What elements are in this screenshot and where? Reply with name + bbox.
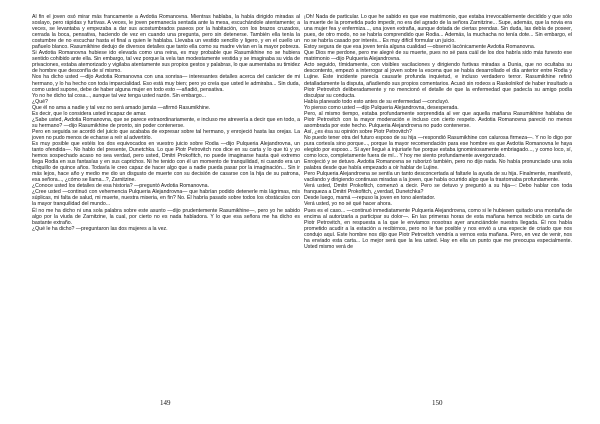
left-column: [32, 14, 300, 232]
left-column-paragraph: Yo no he dicho tal cosa..., aunque tal vez tenga usted razón. Sin embargo...: [32, 92, 206, 99]
right-column-paragraph: Pues es el caso... —continuó inmediatamente Pulqueria Alejandrovna, como si le hubiesen quitado una montaña de encima al autorizarla a participar su dolor—. En las primeras horas de esta mañana hemos recibido un carta de Piotr Petrovitch, en respuesta a la que le enviamos nosotras ayer anunciándole nuestra llegada. Él nos había prometido acudir a la estación a recibirnos, pero no le fue posible y nos envió a una especie de criado que nos condujo aquí. Este hombre nos dijo que Piotr Petrovitch vendría a vernos esta mañana. Pero, en vez de venir, nos ha enviado esta carta... Lo mejor será que la lea usted. Hay en ella un punto que me preocupa especialmente. Usted mismo verá de: [304, 207, 572, 250]
page-number-right: 150: [432, 399, 443, 407]
left-column-paragraph: Él no me ha dicho ni una sola palabra sobre este asunto —dijo prudentemente Rasumikhine—, pero yo he sabido algo por la viuda de Zarnitzine, la cual, por cierto no es nada habladora. Y lo que esa señora me ha dicho es bastante extraño.: [32, 207, 300, 226]
left-column-paragraph: Es muy posible que estéis los dos equivocados en vuestro juicio sobre Rodia —dijo Pulqueria Alejandrovna, un tanto ofendida—. No hablo del presente, Dunetchka. Lo que Piotr Petrovitch nos dice en su carta y lo que tú y yo hemos sospechado acaso no sea verdad, pero usted, Dmitri Prokofitch, no puede imaginarse hasta qué extremo llega Rodia en sus fantasías y en sus caprichos. Ni he tenido con él un momento de tranquilidad, ni cuando era un chiquillo de quince años. Todavía le creo capaz de hacer algo que a nadie pueda pasar por la imaginación... Sin ir más lejos, hace año y medio me dio un disgusto de muerte con su decisión de casarse con la hija de su patrona, esa señora..., ¿cómo se llama...?, Zarnitzine.: [32, 140, 300, 184]
right-column-paragraph: Verá usted, Dmitri Prokofitch, comenzó a decir. Pero se detuvo y preguntó a su hija—: Debo hablar con toda franqueza a Dmitri Prokofitch, ¿verdad, Dunetchka?: [304, 183, 572, 196]
right-column-paragraph: Así, ¿es ésa su opinión sobre Piotr Petrovitch?: [304, 128, 412, 135]
right-column-paragraph: No puedo tener otra del futuro esposo de su hija —respondió Rasumikhine con calurosa firmeza—. Y no lo digo por pura cortesía sino porque..., porque la mayor recomendación para ese hombre es que Avdotia Romanovna le haya elegido por esposo... Si ayer llegué a injuriarle fue porque estaba ignominiosamente embriagado..., y como loco, sí, como loco, completamente fuera de mí... Y hoy me siento profundamente avergonzado.: [304, 134, 572, 160]
right-column-paragraph: Que Dios me perdone, pero me alegré de su muerte, pues no sé para cuál de los dos habría sido más funesto ese matrimonio —dijo Pulqueria Alejandrovna.: [304, 50, 572, 63]
right-column-paragraph: Acto seguido, tímidamente, con visibles vacilaciones y dirigiendo furtivas miradas a Dunia, que no ocultaba su descontento, empezó a interrogar al joven sobre la escena que se había desarrollado el día anterior entre Rodia y Lujine. Este incidente parecía causarle profunda inquietud, e incluso verdadero terror. Rasumikhine refirió detalladamente la disputa, añadiendo sus propios comentarios. Acusó sin rodeos a Raskolnikof de haber insultado a Piotr Petrovitch deliberadamente y no mencionó el detalle de que la enfermedad que padecía su amigo podía disculpar su conducta.: [304, 62, 572, 99]
left-column-paragraph: Al fin el joven osó mirar más francamente a Avdotia Romanovna. Mientras hablaba, la había dirigido miradas al soslayo, pero rápidas y furtivas. A veces, le joven permanecía sentada ante la mesa, escuchándole atentamente; a veces, se levantaba y empezaba a dar sus acostumbrados paseos por la habitación, con los brazos cruzados, cerrada la boca, pensativa, haciendo de vez en cuando una pregunta, pero sin detenerse. También ella tenía la costumbre de no escuchar hasta el final a quien le hablaba. Llevaba un vestido sencillo y ligero, y en el cuello un pañuelo blanco. Rasumikhine dedujo de diversos detalles que tanto ella como su madre vivían en la mayor pobreza. Si Avdotia Romanovna hubiese ido elevada como una reina, es muy probable que Rasumikhine no se hubiera sentido cohibido ante ella. Sin embargo, tal vez porque la veía tan modestamente vestida y se imaginaba su vida de privaciones, estaba atemorizado y vigilaba atentamente sus propios gestos y palabras, lo que aumentaba su timidez de hombre que desconfía de sí mismo.: [32, 14, 300, 75]
right-column-paragraph: Estoy segura de que esa joven tenía alguna cualidad —observó lacónicamente Avdotia Romanovna.: [304, 44, 536, 51]
right-column-paragraph: Había planeado todo esto antes de su enfermedad —concluyó.: [304, 98, 450, 105]
right-column-paragraph: Pero, al mismo tiempo, estaba profundamente sorprendida al ver que aquella mañana Rasumikhine hablaba de Piotr Petrovitch con la mayor moderación e incluso con cierto respeto. Avdotia Romanovna pareció no menos asombrada por este hecho. Pulqueria Alejandrovna no pudo contenerse.: [304, 110, 572, 129]
right-column-paragraph: Verá usted, yo no sé qué hacer ahora.: [304, 201, 392, 208]
left-column-paragraph: Es decir, que lo considera usted incapaz de amar.: [32, 110, 147, 117]
left-column-paragraph: Pero en seguida se acordó del juicio que acababa de expresar sobre tal hermano, y enrojeció hasta las orejas. La joven no pudo menos de echarse a reír al advertirlo.: [32, 128, 300, 141]
left-column-paragraph: ¿Qué le ha dicho? —preguntaron las dos mujeres a la vez.: [32, 225, 168, 232]
right-column: [304, 14, 572, 250]
right-column-paragraph: Enrojeció y se detuvo. Avdotia Romanovna se ruborizó también, pero no dijo nada. No había pronunciado una sola palabra desde que había empezado a oír hablar de Lujine.: [304, 159, 572, 172]
left-column-paragraph: Nos ha dicho usted —dijo Avdotia Romanovna con una sonrisa— interesantes detalles acerca del carácter de mi hermano, y lo ha hecho con toda imparcialidad. Eso está muy bien; pero yo creía que usted le admiraba... Sin duda, como usted supone, debe de haber alguna mujer en todo esto —añadió, pensativa.: [32, 74, 300, 93]
left-column-paragraph: ¿Qué?: [32, 98, 48, 105]
left-column-paragraph: ¿Cree usted —continuó con vehemencia Pulqueria Alejandrovna— que habrían podido detenerle mis lágrimas, mis súplicas, mi falta de salud, mi muerte, nuestra miseria, en fin? No. Él habría pasado sobre todos los obstáculos con la mayor tranquilidad del mundo...: [32, 189, 300, 208]
left-column-paragraph: Que él no ama a nadie y tal vez no será amado jamás —afirmó Rasumikhine.: [32, 104, 211, 111]
page-number-left: 149: [160, 399, 171, 407]
right-column-paragraph: Desde luego, mamá —repuso la joven en tono alentador.: [304, 195, 436, 202]
right-column-paragraph: Yo pienso como usted —dijo Pulqueria Alejandrovna, desesperada.: [304, 104, 459, 111]
right-column-paragraph: ¡Oh! Nada de particular. Lo que he sabido es que ese matrimonio, que estaba irrevocablemente decidido y que sólo la muerte de la prometida pudo impedir, no era del agrado de la señora Zarnitzine... Supe, además, que la novia era una mujer fea y enfermiza..., una joven extraña, aunque dotada de ciertas prendas. Sin duda, las debía de poseer, pues, de otro modo, no se habría comprendido que Rodia... Además, la muchacha no tenía dote... Sin embargo, el no se habría casado por interés... Es muy difícil formular un juicio.: [304, 14, 572, 45]
right-column-paragraph: Pero Pulqueria Alejandrovna se sentía un tanto desconcertada al faltarle la ayuda de su hija. Finalmente, manifestó, vacilando y dirigiendo continuas miradas a la joven, que había ocurrido algo que la trastornaba profundamente.: [304, 171, 572, 184]
left-column-paragraph: ¿Conoce usted los detalles de esa historia? —preguntó Avdotia Romanovna.: [32, 183, 209, 190]
left-column-paragraph: ¿Sabe usted, Avdotia Romanovna, que se parece extraordinariamente, e incluso me atrevería a decir que en todo, a su hermano? —dijo Rasumikhine de pronto, sin poder contenerse.: [32, 116, 300, 129]
